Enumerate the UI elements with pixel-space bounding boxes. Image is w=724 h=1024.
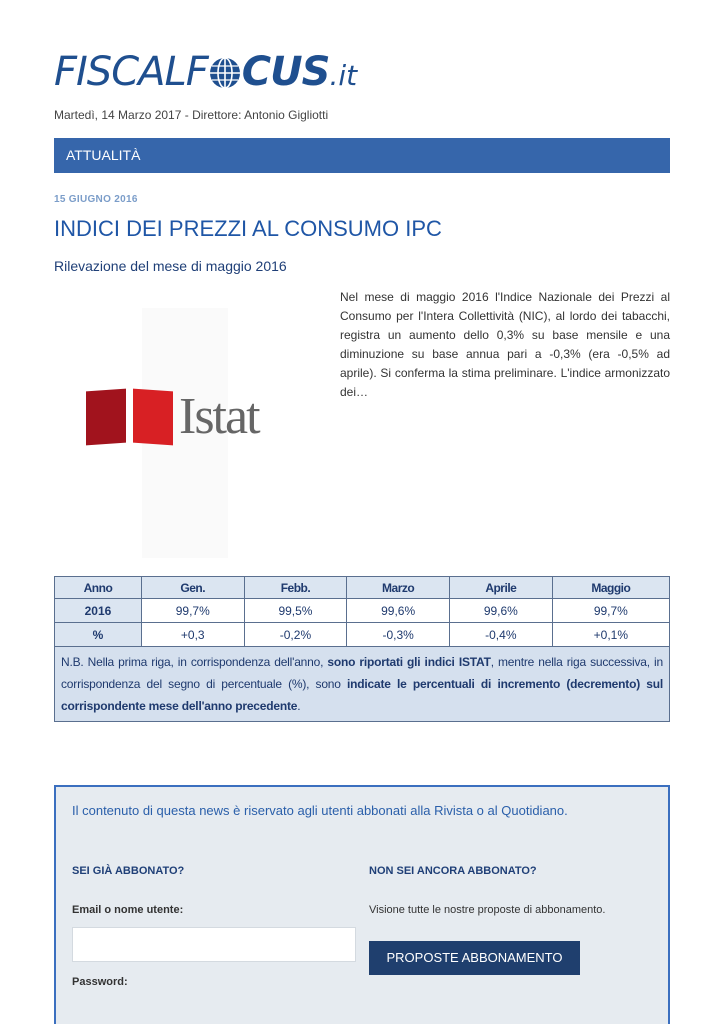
table-row <box>55 599 670 623</box>
table-cell: 99,7% <box>141 599 244 623</box>
subscriber-heading: SEI GIÀ ABBONATO? <box>72 865 185 877</box>
subscription-offers-button[interactable]: PROPOSTE ABBONAMENTO <box>369 941 580 975</box>
table-header-aprile: Aprile <box>449 577 552 599</box>
istat-logo-block-dark <box>86 389 126 446</box>
table-note <box>55 647 670 722</box>
article-excerpt: Nel mese di maggio 2016 l'Indice Nazionale dei Prezzi al Consumo per l'Intera Collettività (NIC), al lordo dei tabacchi, registra un aumento dello 0,3% su base mensile e una diminuzione su base annua pari a -0,3% (era -0,5% ad aprile). Si conferma la stima preliminare. L'indice armonizzato dei… <box>340 290 670 399</box>
note-bold-2: indicate le percentuali di incremento (decremento) sul corrispondente mese dell'anno precedente <box>61 677 663 713</box>
table-cell: -0,2% <box>244 623 347 647</box>
table-cell-year: 2016 <box>55 599 142 623</box>
article-date: 15 GIUGNO 2016 <box>54 194 138 205</box>
istat-image <box>72 290 312 560</box>
note-text-3: . <box>297 699 301 713</box>
table-cell: +0,1% <box>552 623 669 647</box>
table-header-gen: Gen. <box>141 577 244 599</box>
paywall-box <box>54 785 670 1024</box>
table-header-maggio: Maggio <box>552 577 669 599</box>
table-cell: -0,4% <box>449 623 552 647</box>
non-subscriber-heading: NON SEI ANCORA ABBONATO? <box>369 865 537 877</box>
table-cell: 99,7% <box>552 599 669 623</box>
subscription-offer-text: Visione tutte le nostre proposte di abbonamento. <box>369 904 606 916</box>
username-label: Email o nome utente: <box>72 904 184 916</box>
istat-logo-text: Istat <box>179 388 259 445</box>
istat-logo <box>86 390 259 444</box>
logo-text-part1: FISCALF <box>54 49 208 95</box>
site-logo[interactable] <box>54 48 357 96</box>
paywall-message: Il contenuto di questa news è riservato agli utenti abbonati alla Rivista o al Quotidiano. <box>72 803 568 818</box>
table-cell: 99,5% <box>244 599 347 623</box>
section-bar-attualita[interactable]: ATTUALITÀ <box>54 138 670 173</box>
table-cell-percent: % <box>55 623 142 647</box>
username-input[interactable] <box>72 927 356 962</box>
logo-text-part2: CUS <box>241 49 330 95</box>
article-title[interactable]: INDICI DEI PREZZI AL CONSUMO IPC <box>54 216 442 241</box>
password-label: Password: <box>72 976 128 988</box>
table-header-marzo: Marzo <box>347 577 450 599</box>
table-header-row <box>55 577 670 599</box>
note-bold-1: sono riportati gli indici ISTAT <box>327 655 491 669</box>
logo-suffix: .it <box>329 59 358 92</box>
globe-icon <box>209 57 241 89</box>
table-header-febb: Febb. <box>244 577 347 599</box>
article-subtitle: Rilevazione del mese di maggio 2016 <box>54 258 287 274</box>
table-header-anno: Anno <box>55 577 142 599</box>
table-note-row <box>55 647 670 722</box>
note-text-2: , mentre nella riga successiva, in corrispondenza del segno di percentuale (%), sono <box>61 655 663 691</box>
istat-logo-block-red <box>133 389 173 446</box>
table-cell: 99,6% <box>347 599 450 623</box>
dateline: Martedì, 14 Marzo 2017 - Direttore: Antonio Gigliotti <box>54 108 329 122</box>
table-cell: +0,3 <box>141 623 244 647</box>
note-text-1: N.B. Nella prima riga, in corrispondenza dell'anno, <box>61 655 328 669</box>
table-cell: -0,3% <box>347 623 450 647</box>
table-row <box>55 623 670 647</box>
ipc-table <box>54 576 670 722</box>
table-cell: 99,6% <box>449 599 552 623</box>
